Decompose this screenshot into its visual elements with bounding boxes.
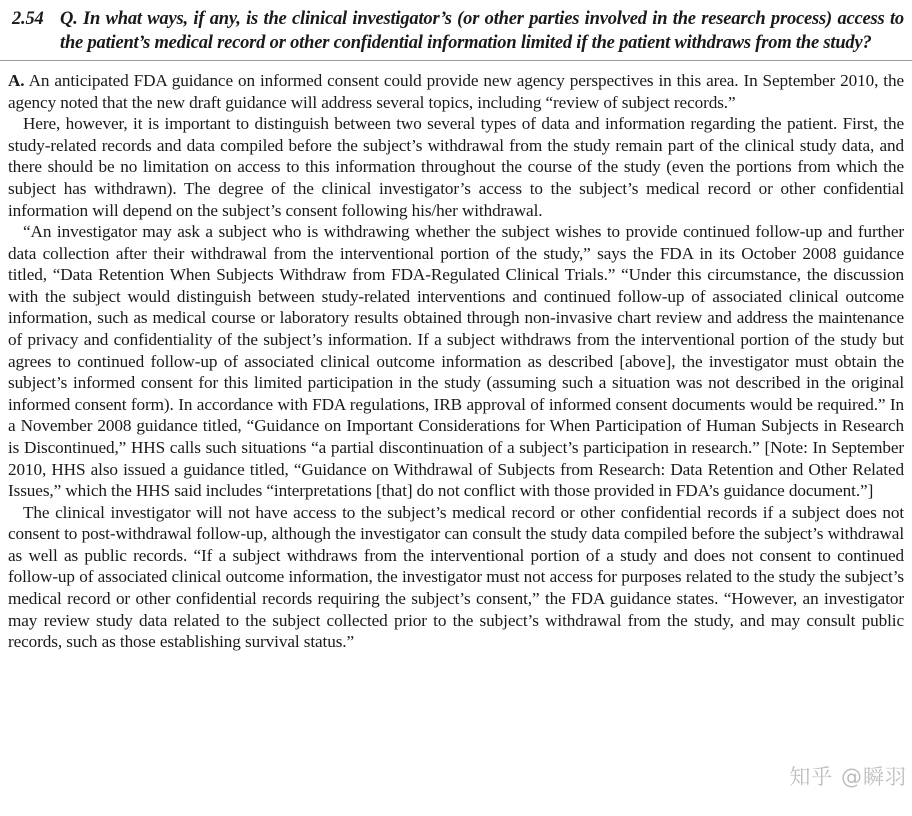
question-number: 2.54 [12,9,44,29]
paragraph-text-1: An anticipated FDA guidance on informed consent could provide new agency perspectives in this area. In September 2010, the agency noted that the new draft guidance will address several topics, including “review of subject records.” [8,71,904,112]
answer-paragraph-1 [8,70,904,113]
answer-block [0,61,912,653]
answer-paragraph-2: Here, however, it is important to distinguish between two several types of data and information regarding the patient. First, the study-related records and data compiled before the subject’s withdrawal from the study remain part of the clinical study data, and there should be no limitation on access to this information throughout the course of the study (even the portions from which the subject has withdrawn). The degree of the clinical investigator’s access to the subject’s medical record or other confidential information will depend on the subject’s consent following his/her withdrawal. [8,114,904,220]
question-text: Q. In what ways, if any, is the clinical investigator’s (or other parties involved in the research process) access to the patient’s medical record or other confidential information limited if the patient withdraws from the study? [60,9,904,54]
zhihu-watermark: 知乎 @瞬羽 [789,765,907,789]
answer-paragraph-4: The clinical investigator will not have access to the subject’s medical record or other confidential records if a subject does not consent to post-withdrawal follow-up, although the investigator can consult the study data compiled before the subject’s withdrawal as well as public records. “If a subject withdraws from the interventional portion of a study and does not consent to continued follow-up of associated clinical outcome information, the investigator must not access for purposes related to the study the subject’s medical record or other confidential records requiring the subject’s consent,” the FDA guidance states. “However, an investigator may review study data related to the subject collected prior to the subject’s withdrawal from the study, and may consult public records, such as those establishing survival status.” [8,502,904,652]
answer-paragraph-3: “An investigator may ask a subject who is withdrawing whether the subject wishes to provide continued follow-up and further data collection after their withdrawal from the interventional portion of the study,” says the FDA in its October 2008 guidance titled, “Data Retention When Subjects Withdraw from FDA-Regulated Clinical Trials.” “Under this circumstance, the discussion with the subject would distinguish between study-related interventions and continued follow-up of associated clinical outcome information, such as medical course or laboratory results obtained through non-invasive chart review and address the maintenance of privacy and confidentiality of the subject’s information. If a subject withdraws from the interventional portion of the study but agrees to continued follow-up of associated clinical outcome information as described [above], the investigator must obtain the subject’s informed consent for this limited participation in the study (assuming such a situation was not described in the original informed consent form). In accordance with FDA regulations, IRB approval of informed consent documents would be required.” In a November 2008 guidance titled, “Guidance on Important Considerations for When Participation of Human Subjects in Research is Discontinued,” HHS calls such situations “a partial discontinuation of a subject’s participation in research.” [Note: In September 2010, HHS also issued a guidance titled, “Guidance on Withdrawal of Subjects from Research: Data Retention and Other Related Issues,” which the HHS said includes “interpretations [that] do not conflict with those provided in FDA’s guidance document.”] [8,222,904,501]
question-block [0,0,912,55]
answer-label: A. [8,71,25,91]
